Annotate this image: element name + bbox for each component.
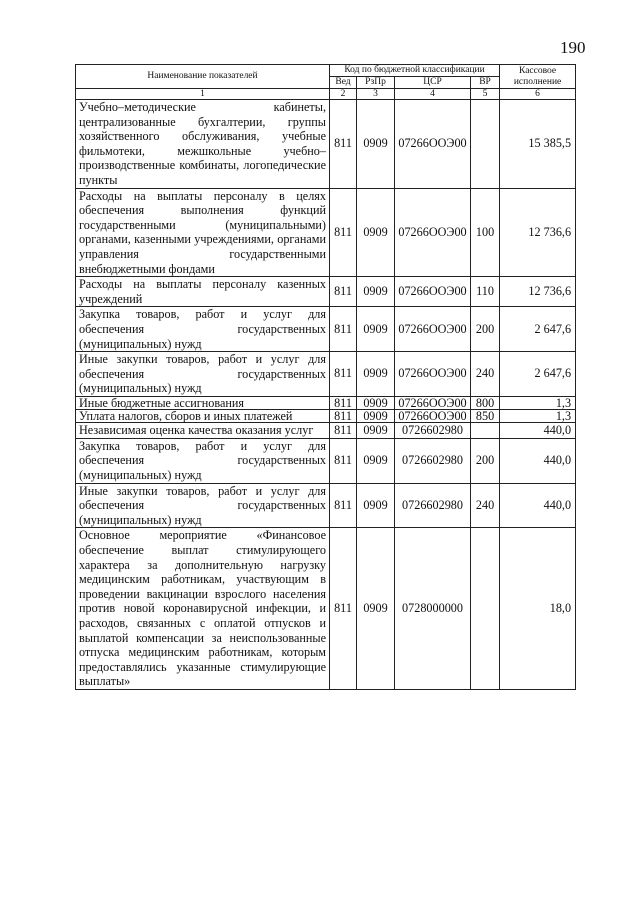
- table-row: [76, 352, 576, 397]
- column-number: 3: [357, 89, 395, 100]
- row-name: Основное мероприятие «Финансовое обеспечение выплат стимулирующего характера за дополнительную нагрузку медицинским работникам, участвующим в проведении вакцинации взрослого населения против новой коронавирусной инфекции, и расходов, связанных с оплатой отпусков и выплатой компенсации за неиспользованные отпуска медицинским работникам, которым предоставлялись указанные стимулирующие выплаты»: [76, 528, 330, 690]
- table-row: [76, 188, 576, 277]
- row-name: Учебно–методические кабинеты, централизованные бухгалтерии, группы хозяйственного обслуживания, учебные фильмотеки, межшкольные учебно–производственные комбинаты, логопедические пункты: [76, 100, 330, 189]
- row-vr: 200: [471, 307, 500, 352]
- row-name: Независимая оценка качества оказания услуг: [76, 422, 330, 438]
- row-vr: 110: [471, 277, 500, 307]
- row-csr: 07266ООЭ00: [395, 307, 471, 352]
- row-amount: 15 385,5: [500, 100, 576, 189]
- header-name: Наименование показателей: [76, 65, 330, 89]
- row-ved: 811: [330, 438, 357, 483]
- table-row: [76, 409, 576, 422]
- row-name: Закупка товаров, работ и услуг для обеспечения государственных (муниципальных) нужд: [76, 307, 330, 352]
- row-rzpr: 0909: [357, 307, 395, 352]
- header-vr: ВР: [471, 77, 500, 89]
- row-amount: 1,3: [500, 409, 576, 422]
- row-csr: 07266ООЭ00: [395, 188, 471, 277]
- table-row: [76, 483, 576, 528]
- row-ved: 811: [330, 352, 357, 397]
- row-rzpr: 0909: [357, 409, 395, 422]
- row-ved: 811: [330, 409, 357, 422]
- row-csr: 0726602980: [395, 422, 471, 438]
- row-vr: 200: [471, 438, 500, 483]
- row-vr: 240: [471, 483, 500, 528]
- column-number: 2: [330, 89, 357, 100]
- header-rzpr: РзПр: [357, 77, 395, 89]
- row-csr: 0728000000: [395, 528, 471, 690]
- row-name: Иные бюджетные ассигнования: [76, 396, 330, 409]
- row-rzpr: 0909: [357, 396, 395, 409]
- row-name: Расходы на выплаты персоналу казенных учреждений: [76, 277, 330, 307]
- row-csr: 07266ООЭ00: [395, 277, 471, 307]
- table-row: [76, 528, 576, 690]
- header-csr: ЦСР: [395, 77, 471, 89]
- column-number: 1: [76, 89, 330, 100]
- row-name: Иные закупки товаров, работ и услуг для обеспечения государственных (муниципальных) нужд: [76, 352, 330, 397]
- row-amount: 2 647,6: [500, 352, 576, 397]
- row-amount: 440,0: [500, 438, 576, 483]
- row-vr: [471, 100, 500, 189]
- row-csr: 0726602980: [395, 438, 471, 483]
- row-ved: 811: [330, 188, 357, 277]
- header-cash: Кассовое исполнение: [500, 65, 576, 89]
- row-rzpr: 0909: [357, 352, 395, 397]
- row-vr: 800: [471, 396, 500, 409]
- row-vr: 240: [471, 352, 500, 397]
- row-csr: 07266ООЭ00: [395, 409, 471, 422]
- table-row: [76, 396, 576, 409]
- row-rzpr: 0909: [357, 483, 395, 528]
- row-rzpr: 0909: [357, 528, 395, 690]
- column-number: 5: [471, 89, 500, 100]
- row-vr: [471, 528, 500, 690]
- row-ved: 811: [330, 307, 357, 352]
- table-row: [76, 422, 576, 438]
- row-rzpr: 0909: [357, 422, 395, 438]
- row-vr: 850: [471, 409, 500, 422]
- row-amount: 12 736,6: [500, 188, 576, 277]
- row-vr: 100: [471, 188, 500, 277]
- header-code-group: Код по бюджетной классификации: [330, 65, 500, 77]
- row-amount: 18,0: [500, 528, 576, 690]
- row-ved: 811: [330, 483, 357, 528]
- column-number: 4: [395, 89, 471, 100]
- table-row: [76, 277, 576, 307]
- row-rzpr: 0909: [357, 277, 395, 307]
- row-name: Закупка товаров, работ и услуг для обеспечения государственных (муниципальных) нужд: [76, 438, 330, 483]
- row-amount: 1,3: [500, 396, 576, 409]
- column-number: 6: [500, 89, 576, 100]
- row-rzpr: 0909: [357, 188, 395, 277]
- page-number: 190: [560, 38, 586, 57]
- row-amount: 440,0: [500, 422, 576, 438]
- table-row: [76, 307, 576, 352]
- row-ved: 811: [330, 422, 357, 438]
- table-row: [76, 100, 576, 189]
- row-rzpr: 0909: [357, 438, 395, 483]
- row-amount: 440,0: [500, 483, 576, 528]
- row-vr: [471, 422, 500, 438]
- row-amount: 12 736,6: [500, 277, 576, 307]
- row-csr: 07266ООЭ00: [395, 396, 471, 409]
- row-ved: 811: [330, 277, 357, 307]
- table-row: [76, 438, 576, 483]
- header-ved: Вед: [330, 77, 357, 89]
- row-csr: 07266ООЭ00: [395, 352, 471, 397]
- row-ved: 811: [330, 528, 357, 690]
- budget-table: [75, 64, 576, 690]
- row-amount: 2 647,6: [500, 307, 576, 352]
- row-rzpr: 0909: [357, 100, 395, 189]
- row-name: Уплата налогов, сборов и иных платежей: [76, 409, 330, 422]
- row-csr: 0726602980: [395, 483, 471, 528]
- row-ved: 811: [330, 396, 357, 409]
- row-ved: 811: [330, 100, 357, 189]
- row-csr: 07266ООЭ00: [395, 100, 471, 189]
- row-name: Расходы на выплаты персоналу в целях обеспечения выполнения функций государственными (муниципальными) органами, казенными учреждениями, органами управления государственными внебюджетными фондами: [76, 188, 330, 277]
- row-name: Иные закупки товаров, работ и услуг для обеспечения государственных (муниципальных) нужд: [76, 483, 330, 528]
